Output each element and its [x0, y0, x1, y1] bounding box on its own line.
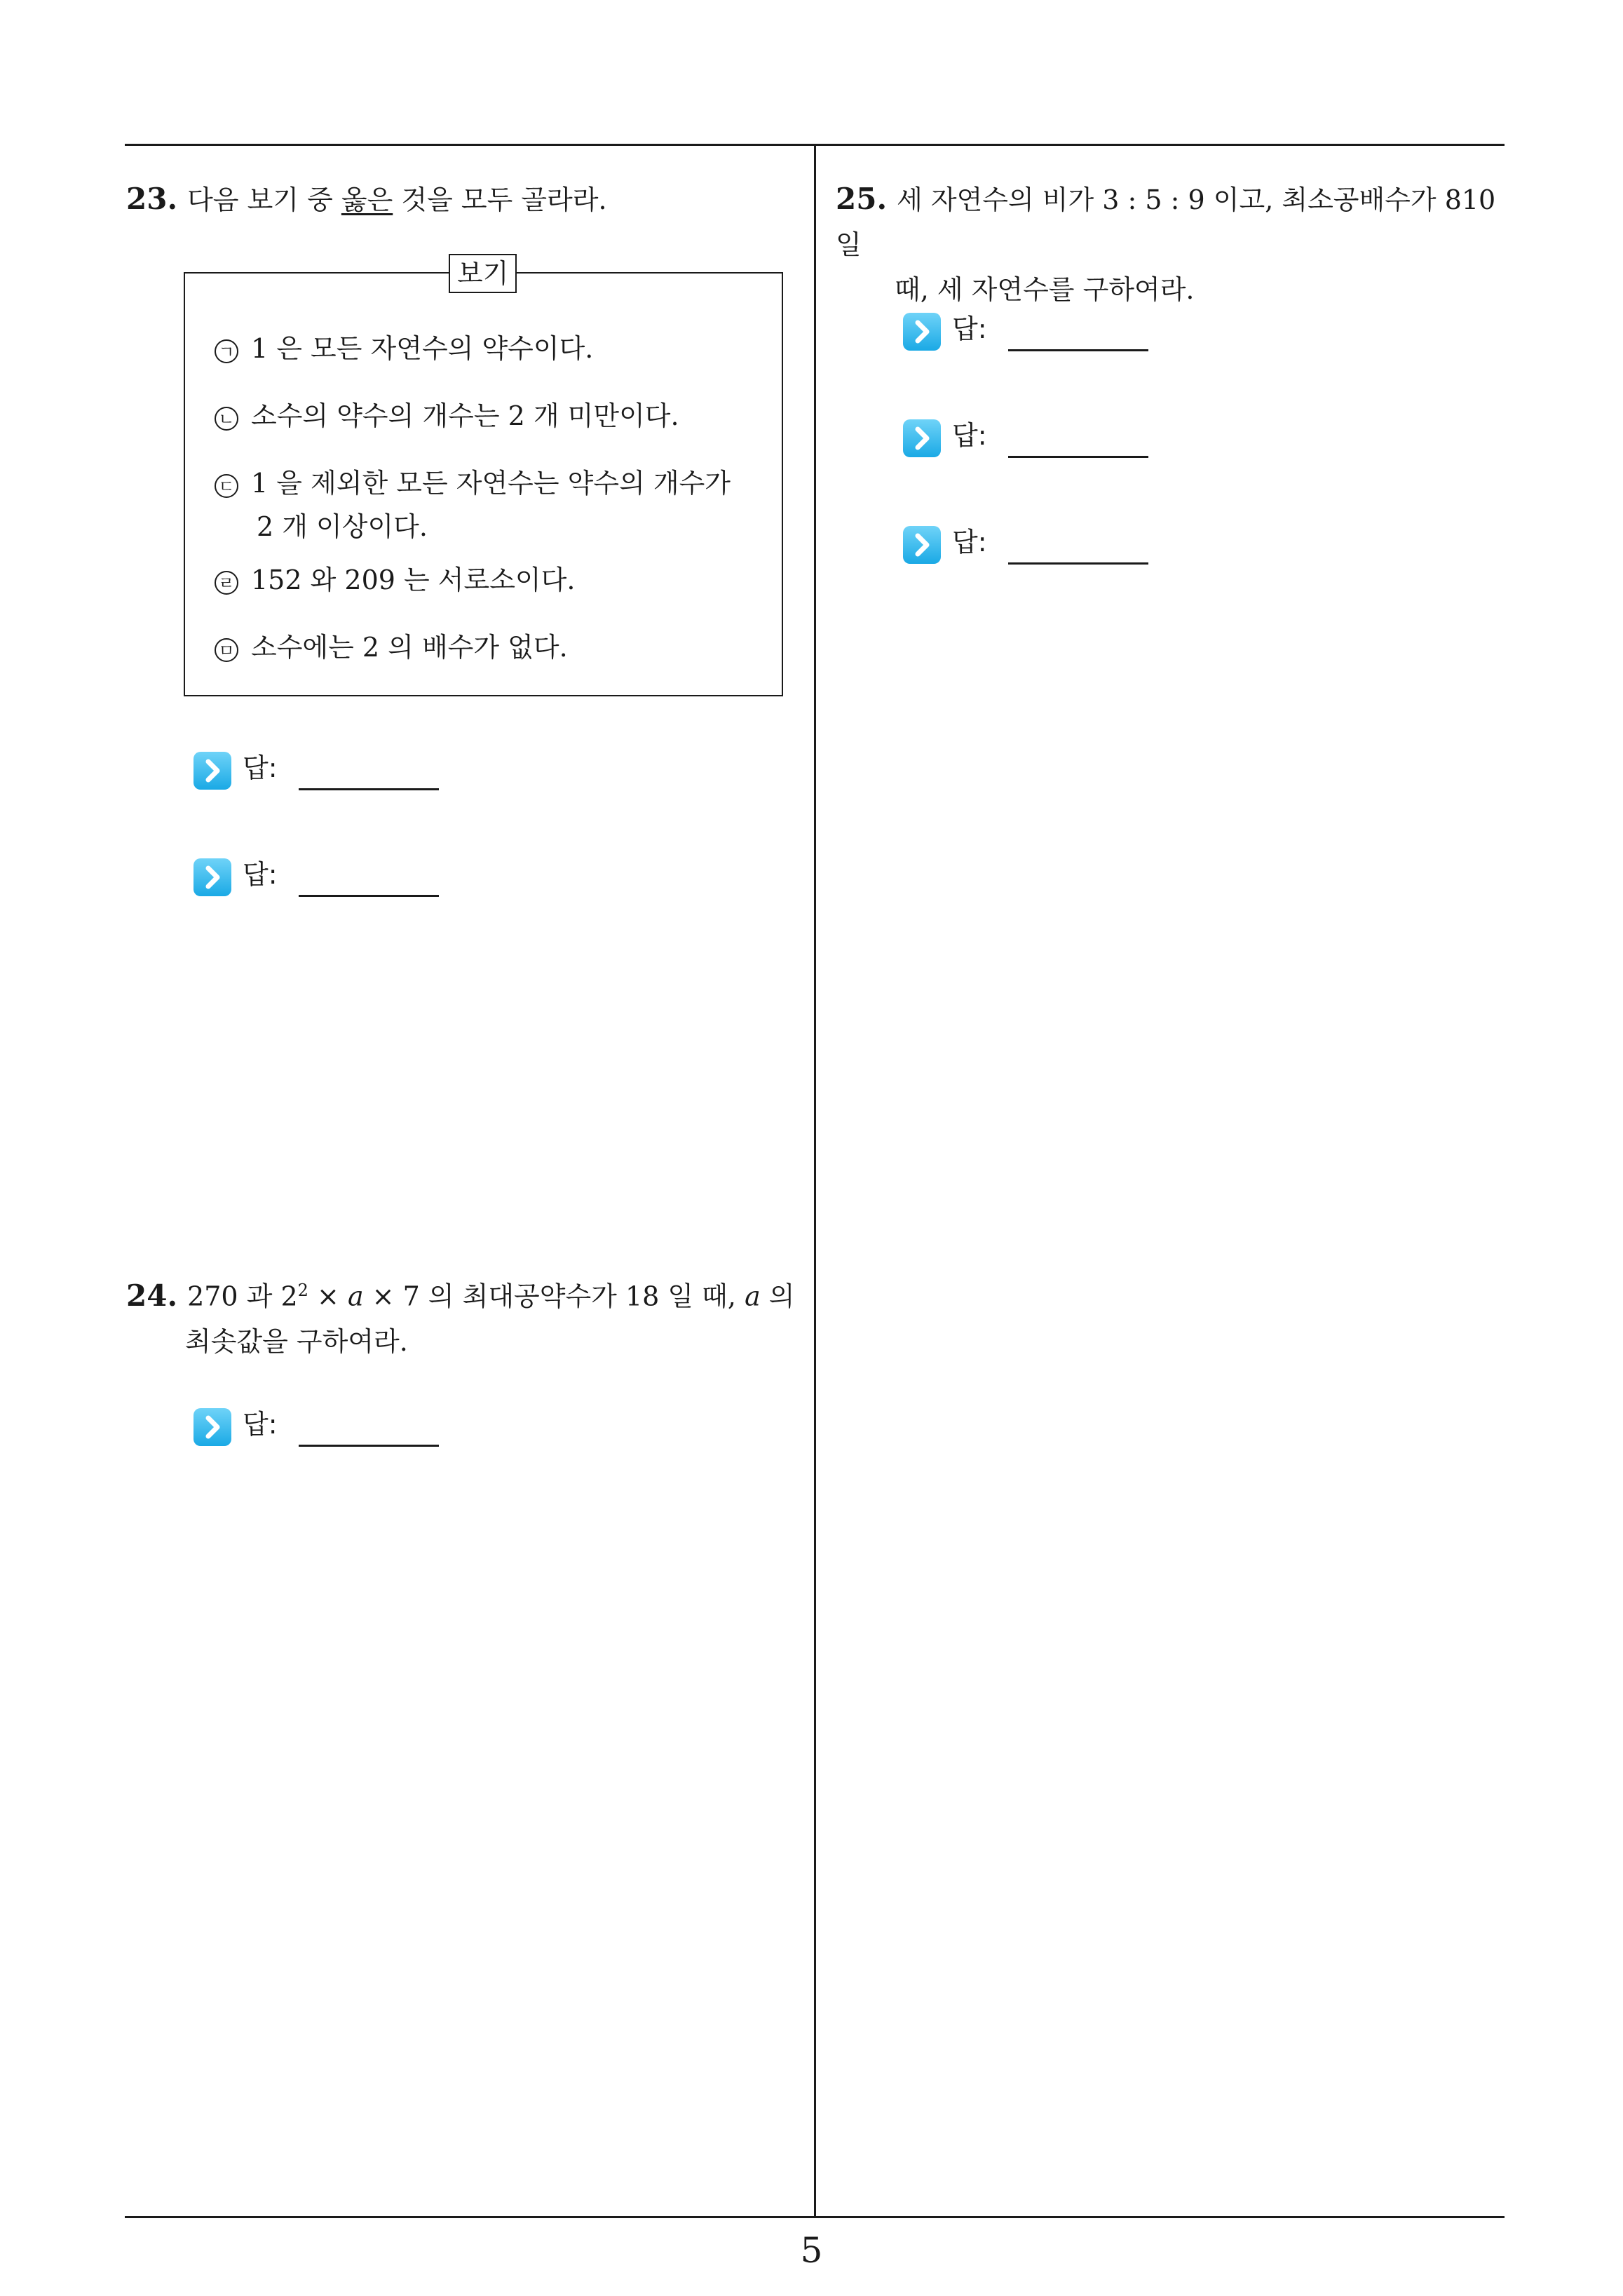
question-exponent: 2: [297, 1281, 308, 1300]
question-text-c: × 7 의 최대공약수가 18 일 때,: [363, 1281, 745, 1312]
question-text-b: 것을 모두 골라라.: [393, 184, 607, 215]
example-item-5: [215, 626, 568, 669]
item-marker: ㄱ: [215, 339, 238, 363]
example-item-3: [215, 461, 731, 548]
question-text-d: 의: [760, 1281, 795, 1312]
item-text: 소수의 약수의 개수는 2 개 미만이다.: [251, 400, 679, 431]
page-number: 5: [800, 2230, 823, 2271]
question-text-underlined: 옳은: [341, 184, 393, 215]
question-number: 24.: [126, 1278, 178, 1313]
question-text-b: ×: [308, 1281, 348, 1312]
question-text-line2: 때, 세 자연수를 구하여라.: [895, 274, 1195, 305]
item-text: 1 을 제외한 모든 자연수는 약수의 개수가: [251, 468, 731, 499]
answer-line[interactable]: [299, 895, 439, 897]
item-marker: ㅁ: [215, 638, 238, 662]
answer-line[interactable]: [299, 788, 439, 790]
chevron-right-icon: [903, 526, 941, 564]
variable-a: a: [347, 1281, 364, 1312]
item-text: 152 와 209 는 서로소이다.: [251, 565, 576, 595]
item-marker: ㄴ: [215, 407, 238, 431]
answer-label: 답:: [243, 859, 278, 890]
example-item-2: [215, 394, 679, 438]
chevron-right-icon: [903, 419, 941, 457]
item-marker: ㄹ: [215, 571, 238, 595]
answer-label: 답:: [243, 752, 278, 783]
question-text-line2: 최솟값을 구하여라.: [185, 1325, 408, 1357]
question-text-a: 270 과 2: [187, 1281, 298, 1312]
bottom-rule: [125, 2216, 1505, 2218]
chevron-right-icon: [193, 1408, 231, 1446]
example-item-4: [215, 558, 575, 602]
answer-line[interactable]: [299, 1445, 439, 1447]
question-text-line1: 세 자연수의 비가 3 : 5 : 9 이고, 최소공배수가 810 일: [836, 184, 1496, 260]
answer-line[interactable]: [1008, 562, 1148, 565]
answer-label: 답:: [952, 527, 987, 558]
question-number: 23.: [126, 182, 178, 216]
chevron-right-icon: [193, 752, 231, 790]
answer-line[interactable]: [1008, 456, 1148, 458]
example-box-title: 보기: [449, 254, 517, 293]
answer-label: 답:: [243, 1409, 278, 1440]
question-24: [126, 1268, 799, 1364]
question-number: 25.: [836, 182, 888, 216]
example-item-1: [215, 327, 593, 370]
chevron-right-icon: [903, 313, 941, 351]
answer-line[interactable]: [1008, 349, 1148, 351]
question-23: [126, 177, 607, 222]
answer-label: 답:: [952, 313, 987, 344]
variable-a: a: [745, 1281, 761, 1312]
item-text-continued: 2 개 이상이다.: [257, 511, 428, 542]
item-text: 소수에는 2 의 배수가 없다.: [251, 632, 568, 663]
item-text: 1 은 모든 자연수의 약수이다.: [251, 333, 594, 364]
question-text-a: 다음 보기 중: [187, 184, 341, 215]
question-25: [836, 177, 1509, 312]
column-divider: [814, 144, 816, 2218]
chevron-right-icon: [193, 858, 231, 896]
answer-label: 답:: [952, 420, 987, 451]
item-marker: ㄷ: [215, 474, 238, 498]
